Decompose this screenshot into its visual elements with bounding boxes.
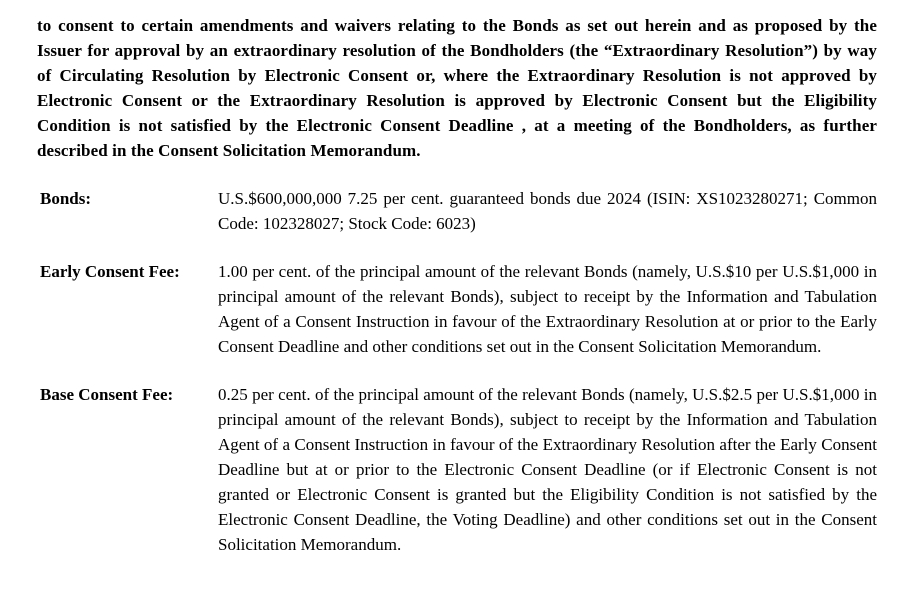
term-description-early-consent-fee: 1.00 per cent. of the principal amount of the relevant Bonds (namely, U.S.$10 per U.S.$1,000 in principal amount of the relevant Bonds), subject to receipt by the Information and Tabulation Agent of a Consent Instruction in favour of the Extraordinary Resolution at or prior to the Early Consent Deadline and other conditions set out in the Consent Solicitation Memorandum. — [218, 262, 877, 356]
term-description-bonds: U.S.$600,000,000 7.25 per cent. guaranteed bonds due 2024 (ISIN: XS1023280271; Common Code: 102328027; Stock Code: 6023) — [218, 189, 877, 233]
intro-paragraph: to consent to certain amendments and waivers relating to the Bonds as set out herein and as proposed by the Issuer for approval by an extraordinary resolution of the Bondholders (the “Extraordinary Resolution”) by way of Circulating Resolution by Electronic Consent or, where the Extraordinary Resolution is not approved by Electronic Consent or the Extraordinary Resolution is approved by Electronic Consent but the Eligibility Condition is not satisfied by the Electronic Consent Deadline , at a meeting of the Bondholders, as further described in the Consent Solicitation Memorandum. — [37, 16, 877, 160]
term-label-base-consent-fee: Base Consent Fee: — [40, 385, 174, 404]
term-row-base-consent-fee — [37, 382, 877, 557]
term-row-early-consent-fee — [37, 259, 877, 359]
term-label-bonds: Bonds: — [40, 189, 92, 208]
term-label-early-consent-fee: Early Consent Fee: — [40, 262, 180, 281]
term-description-base-consent-fee: 0.25 per cent. of the principal amount of the relevant Bonds (namely, U.S.$2.5 per U.S.$1,000 in principal amount of the relevant Bonds), subject to receipt by the Information and Tabulation Agent of a Consent Instruction in favour of the Extraordinary Resolution after the Early Consent Deadline but at or prior to the Electronic Consent Deadline (or if Electronic Consent is not granted or Electronic Consent is granted but the Eligibility Condition is not satisfied by the Electronic Consent Deadline, the Voting Deadline) and other conditions set out in the Consent Solicitation Memorandum. — [218, 385, 877, 554]
term-row-bonds — [37, 186, 877, 236]
